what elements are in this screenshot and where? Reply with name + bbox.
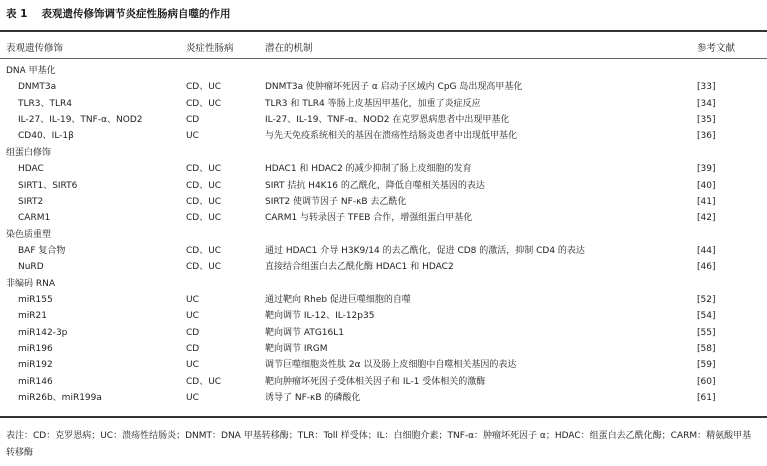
table-row: [0, 326, 767, 342]
table-footnote: 表注：CD：克罗恩病；UC：溃疡性结肠炎；DNMT：DNA 甲基转移酶；TLR：Toll 样受体；IL：白细胞介素；TNF-α：肿瘤坏死因子 α；HDAC：组蛋白去乙酰化酶；CARM：精氨酸甲基转移酶: [6, 431, 752, 458]
modification-cell: SIRT1、SIRT6: [18, 180, 78, 191]
mechanism-cell: 靶向调节 IL-12、IL-12p35: [265, 311, 375, 322]
table-row: [0, 195, 767, 211]
modification-cell: TLR3、TLR4: [18, 98, 72, 109]
modification-cell: HDAC: [18, 164, 44, 175]
disease-cell: UC: [186, 311, 199, 322]
modification-cell: IL-27、IL-19、TNF-α、NOD2: [18, 115, 143, 126]
reference-cell: [35]: [697, 115, 716, 126]
disease-cell: UC: [186, 393, 199, 403]
modification-cell: miR196: [18, 344, 53, 354]
disease-cell: CD、UC: [186, 180, 222, 191]
disease-cell: UC: [186, 360, 199, 371]
mechanism-cell: TLR3 和 TLR4 等肠上皮基因甲基化，加重了炎症反应: [265, 98, 481, 109]
mechanism-cell: 与先天免疫系统相关的基因在溃疡性结肠炎患者中出现低甲基化: [265, 131, 518, 142]
modification-cell: miR146: [18, 376, 53, 387]
modification-cell: DNMT3a: [18, 82, 57, 93]
mechanism-cell: 诱导了 NF-κB 的磷酸化: [265, 393, 361, 403]
modification-cell: SIRT2: [18, 196, 44, 207]
disease-cell: CD、UC: [186, 196, 222, 207]
group-label: DNA 甲基化: [6, 66, 56, 76]
disease-cell: UC: [186, 131, 199, 142]
reference-cell: [39]: [697, 164, 716, 175]
reference-cell: [52]: [697, 294, 716, 305]
mechanism-cell: CARM1 与转录因子 TFEB 合作，增强组蛋白甲基化: [265, 213, 473, 224]
table-row: [0, 293, 767, 309]
disease-cell: UC: [186, 294, 199, 305]
modification-cell: miR192: [18, 360, 53, 371]
disease-cell: CD、UC: [186, 98, 222, 109]
table-row: [0, 358, 767, 374]
table-row: [0, 244, 767, 260]
modification-cell: miR21: [18, 311, 47, 322]
reference-cell: [54]: [697, 311, 716, 322]
mechanism-cell: IL-27、IL-19、TNF-α、NOD2 在克罗恩病患者中出现甲基化: [265, 115, 510, 126]
reference-cell: [40]: [697, 180, 716, 191]
table-row: [0, 162, 767, 178]
disease-cell: CD、UC: [186, 82, 222, 93]
table-row: [0, 97, 767, 113]
group-row: [0, 146, 767, 162]
disease-cell: CD: [186, 327, 200, 338]
table-row: [0, 391, 767, 407]
reference-cell: [59]: [697, 360, 716, 371]
modification-cell: miR142-3p: [18, 327, 68, 338]
disease-cell: CD: [186, 344, 200, 354]
table-row: [0, 309, 767, 325]
mechanism-cell: 通过 HDAC1 介导 H3K9/14 的去乙酰化，促进 CD8 的激活，抑制 CD4 的表达: [265, 245, 585, 256]
table-row: [0, 375, 767, 391]
disease-cell: CD、UC: [186, 213, 222, 224]
top-rule: [0, 30, 767, 32]
table-number: 表 1: [6, 8, 28, 20]
modification-cell: CARM1: [18, 213, 51, 224]
reference-cell: [46]: [697, 262, 716, 273]
mechanism-cell: 靶向调节 IRGM: [265, 344, 328, 354]
table-title: [6, 6, 230, 21]
reference-cell: [33]: [697, 82, 716, 93]
group-label: 染色质重塑: [6, 229, 52, 240]
mechanism-cell: 靶向肿瘤坏死因子受体相关因子和 IL-1 受体相关的激酶: [265, 376, 486, 387]
mechanism-cell: HDAC1 和 HDAC2 的减少抑制了肠上皮细胞的发育: [265, 164, 472, 175]
modification-cell: miR155: [18, 294, 53, 305]
reference-cell: [42]: [697, 213, 716, 224]
reference-cell: [36]: [697, 131, 716, 142]
header-mechanism: 潜在的机制: [265, 43, 313, 54]
table-row: [0, 80, 767, 96]
table-row: [0, 179, 767, 195]
modification-cell: NuRD: [18, 262, 44, 273]
mechanism-cell: SIRT 拮抗 H4K16 的乙酰化，降低自噬相关基因的表达: [265, 180, 485, 191]
reference-cell: [58]: [697, 344, 716, 354]
table-row: [0, 260, 767, 276]
group-row: [0, 277, 767, 293]
reference-cell: [44]: [697, 245, 716, 256]
group-label: 组蛋白修饰: [6, 147, 52, 158]
reference-cell: [34]: [697, 98, 716, 109]
header-disease: 炎症性肠病: [186, 43, 234, 54]
table-row: [0, 211, 767, 227]
group-label: 非编码 RNA: [6, 278, 56, 289]
mechanism-cell: SIRT2 使调节因子 NF-κB 去乙酰化: [265, 196, 407, 207]
mechanism-cell: 通过靶向 Rheb 促进巨噬细胞的自噬: [265, 294, 411, 305]
disease-cell: CD、UC: [186, 376, 222, 387]
table-caption: 表观遗传修饰调节炎症性肠病自噬的作用: [41, 8, 231, 20]
group-row: [0, 64, 767, 80]
group-row: [0, 228, 767, 244]
mechanism-cell: 调节巨噬细胞炎性肽 2α 以及肠上皮细胞中自噬相关基因的表达: [265, 360, 517, 371]
disease-cell: CD: [186, 115, 200, 126]
disease-cell: CD、UC: [186, 164, 222, 175]
mechanism-cell: 直接结合组蛋白去乙酰化酶 HDAC1 和 HDAC2: [265, 262, 454, 273]
mechanism-cell: DNMT3a 使肿瘤坏死因子 α 启动子区域内 CpG 岛出现高甲基化: [265, 82, 523, 93]
table-row: [0, 113, 767, 129]
reference-cell: [55]: [697, 327, 716, 338]
header-reference: 参考文献: [697, 43, 736, 54]
reference-cell: [60]: [697, 376, 716, 387]
modification-cell: BAF 复合物: [18, 245, 66, 256]
modification-cell: CD40、IL-1β: [18, 131, 74, 142]
reference-cell: [41]: [697, 196, 716, 207]
reference-cell: [61]: [697, 393, 716, 403]
disease-cell: CD、UC: [186, 262, 222, 273]
disease-cell: CD、UC: [186, 245, 222, 256]
mechanism-cell: 靶向调节 ATG16L1: [265, 327, 344, 338]
table-row: [0, 342, 767, 358]
header-rule: [0, 58, 767, 59]
bottom-rule: [0, 416, 767, 418]
table-row: [0, 129, 767, 145]
modification-cell: miR26b、miR199a: [18, 393, 102, 403]
header-modification: 表观遗传修饰: [6, 43, 64, 54]
